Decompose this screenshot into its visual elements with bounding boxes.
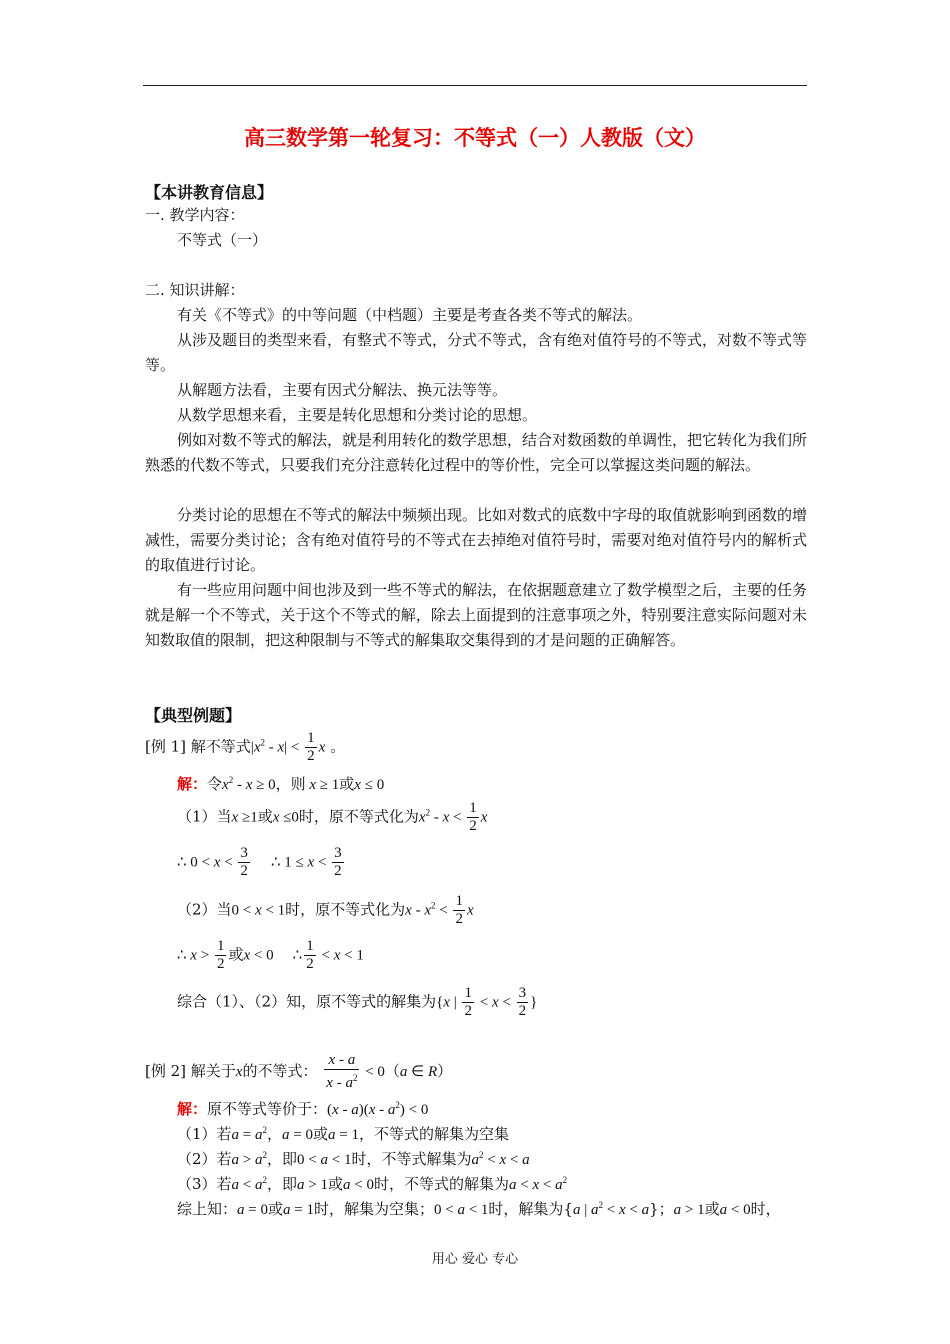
- example-2-case-3: （3）若$a < a^2$，即a > 1或a < 0时，不等式的解集为$a < x < a^2$: [177, 1175, 568, 1193]
- example-2-statement: [例 2] 解关于x的不等式： $\frac{x - a}{x - a^2}$ < 0（a ∈ R）: [145, 1052, 453, 1091]
- paragraph-2: 从涉及题目的类型来看，有整式不等式，分式不等式，含有绝对值符号的不等式，对数不等式等等。: [145, 331, 808, 374]
- header-rule: [143, 85, 807, 86]
- paragraph-4: 从数学思想来看，主要是转化思想和分类讨论的思想。: [177, 406, 538, 424]
- section-heading-info: 【本讲教育信息】: [145, 183, 274, 202]
- teach-content-label: 一. 教学内容：: [145, 206, 245, 224]
- page-footer: 用心 爱心 专心: [431, 1252, 519, 1267]
- paragraph-7: 有一些应用问题中间也涉及到一些不等式的解法，在依据题意建立了数学模型之后，主要的任务就是解一个不等式，关于这个不等式的解，除去上面提到的注意事项之外，特别要注意实际问题对未知数取值的限制，把这种限制与不等式的解集取交集得到的才是问题的正确解答。: [145, 581, 808, 649]
- example-1-summary: 综合（1）、（2）知，原不等式的解集为{x | $\frac{1}{2}$ < x < $\frac{3}{2}$ }: [177, 985, 538, 1019]
- paragraph-1: 有关《不等式》的中等问题（中档题）主要是考查各类不等式的解法。: [177, 306, 643, 324]
- section-heading-examples: 【典型例题】: [145, 706, 242, 725]
- example-2-case-2: （2）若$a > a^2$，即0 < a < 1时，不等式解集为$a^2 < x < a$: [177, 1150, 530, 1168]
- page-title: 高三数学第一轮复习：不等式（一）人教版（文）: [244, 125, 706, 150]
- example-1-case-2-result: ∴ x > $\frac{1}{2}$ 或x < 0 ∴ $\frac{1}{2}$ < x < 1: [177, 938, 364, 972]
- knowledge-label: 二. 知识讲解：: [145, 281, 245, 299]
- example-2-conclusion: 综上知：a = 0或a = 1时，解集为空集；0 < a < 1时，解集为{a | $a^2 < x < a$}；a > 1或a < 0时，: [177, 1200, 781, 1218]
- example-2-solution-line: 解：原不等式等价于：$(x - a)(x - a^2) < 0$: [177, 1100, 429, 1118]
- example-1-case-2: （2）当0 < x < 1时，原不等式化为x - $x^2$ < $\frac{1}{2}$ x: [177, 893, 474, 927]
- paragraph-3: 从解题方法看，主要有因式分解法、换元法等等。: [177, 381, 508, 399]
- paragraph-5: 例如对数不等式的解法，就是利用转化的数学思想，结合对数函数的单调性，把它转化为我们所熟悉的代数不等式，只要我们充分注意转化过程中的等价性，完全可以掌握这类问题的解法。: [145, 431, 808, 474]
- teach-content: 不等式（一）: [177, 231, 268, 249]
- paragraph-6: 分类讨论的思想在不等式的解法中频频出现。比如对数式的底数中字母的取值就影响到函数的增减性，需要分类讨论；含有绝对值符号的不等式在去掉绝对值符号时，需要对绝对值符号内的解析式的取值进行讨论。: [145, 506, 808, 574]
- example-1-solution-line: 解：令$x^2 - x \ge 0$，则 x ≥ 1或x ≤ 0: [177, 775, 385, 793]
- example-1-statement: [例 1] 解不等式$|x^2 - x|$ < $\frac{1}{2}$ x 。: [145, 730, 346, 764]
- example-2-case-1: （1）若$a = a^2$，a = 0或a = 1，不等式的解集为空集: [177, 1125, 509, 1143]
- example-1-case-1-result: ∴ 0 < x < $\frac{3}{2}$ ∴ 1 ≤ x < $\frac{3}{2}$: [177, 845, 342, 879]
- example-1-case-1: （1）当x ≥1或x ≤0时，原不等式化为$x^2$ - x < $\frac{1}{2}$ x: [177, 800, 488, 834]
